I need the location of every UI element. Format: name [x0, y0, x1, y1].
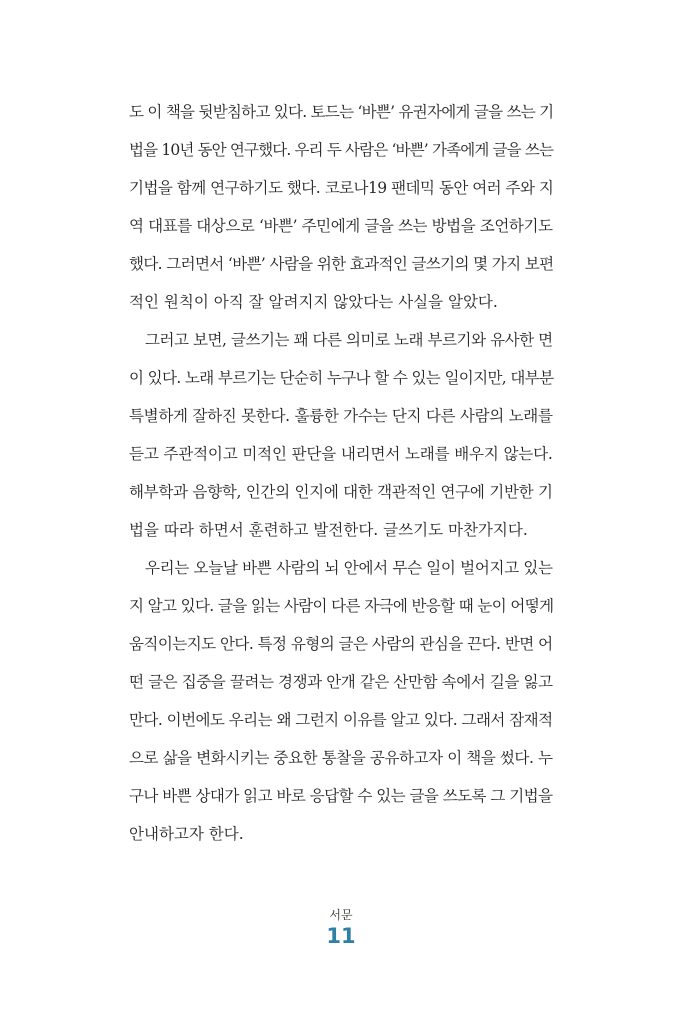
text-line: 움직이는지도 안다. 특정 유형의 글은 사람의 관심을 끈다. 반면 어: [129, 635, 553, 653]
text-line: 역 대표를 대상으로 ‘바쁜’ 주민에게 글을 쓰는 방법을 조언하기도: [129, 217, 553, 235]
paragraph-first-line: 그러고 보면, 글쓰기는 꽤 다른 의미로 노래 부르기와 유사한 면: [145, 331, 553, 349]
text-line: 만다. 이번에도 우리는 왜 그런지 이유를 알고 있다. 그래서 잠재적: [129, 711, 553, 729]
text-line: 했다. 그러면서 ‘바쁜’ 사람을 위한 효과적인 글쓰기의 몇 가지 보편: [129, 255, 554, 273]
text-line: 법을 10년 동안 연구했다. 우리 두 사람은 ‘바쁜’ 가족에게 글을 쓰는: [129, 141, 554, 159]
section-label: 서문: [329, 908, 353, 922]
text-line: 기법을 함께 연구하기도 했다. 코로나19 팬데믹 동안 여러 주와 지: [129, 179, 554, 197]
text-line: 으로 삶을 변화시키는 중요한 통찰을 공유하고자 이 책을 썼다. 누: [129, 749, 553, 767]
text-line: 법을 따라 하면서 훈련하고 발전한다. 글쓰기도 마찬가지다.: [129, 521, 528, 539]
page-number: 11: [326, 924, 356, 948]
text-line: 지 알고 있다. 글을 읽는 사람이 다른 자극에 반응할 때 눈이 어떻게: [129, 597, 554, 615]
text-line: 해부학과 음향학, 인간의 인지에 대한 객관적인 연구에 기반한 기: [129, 483, 553, 501]
paragraph-first-line: 우리는 오늘날 바쁜 사람의 뇌 안에서 무슨 일이 벌어지고 있는: [145, 559, 553, 577]
text-line: 적인 원칙이 아직 잘 알려지지 않았다는 사실을 알았다.: [129, 293, 498, 311]
text-line: 특별하게 잘하진 못한다. 훌륭한 가수는 단지 다른 사람의 노래를: [129, 407, 553, 425]
text-line: 이 있다. 노래 부르기는 단순히 누구나 할 수 있는 일이지만, 대부분: [129, 369, 554, 387]
text-line: 떤 글은 집중을 끌려는 경쟁과 안개 같은 산만함 속에서 길을 잃고: [129, 673, 553, 691]
text-line: 듣고 주관적이고 미적인 판단을 내리면서 노래를 배우지 않는다.: [129, 445, 553, 463]
text-line: 안내하고자 한다.: [129, 825, 244, 843]
text-line: 구나 바쁜 상대가 읽고 바로 응답할 수 있는 글을 쓰도록 그 기법을: [129, 787, 553, 805]
text-line: 도 이 책을 뒷받침하고 있다. 토드는 ‘바쁜’ 유권자에게 글을 쓰는 기: [129, 103, 554, 121]
